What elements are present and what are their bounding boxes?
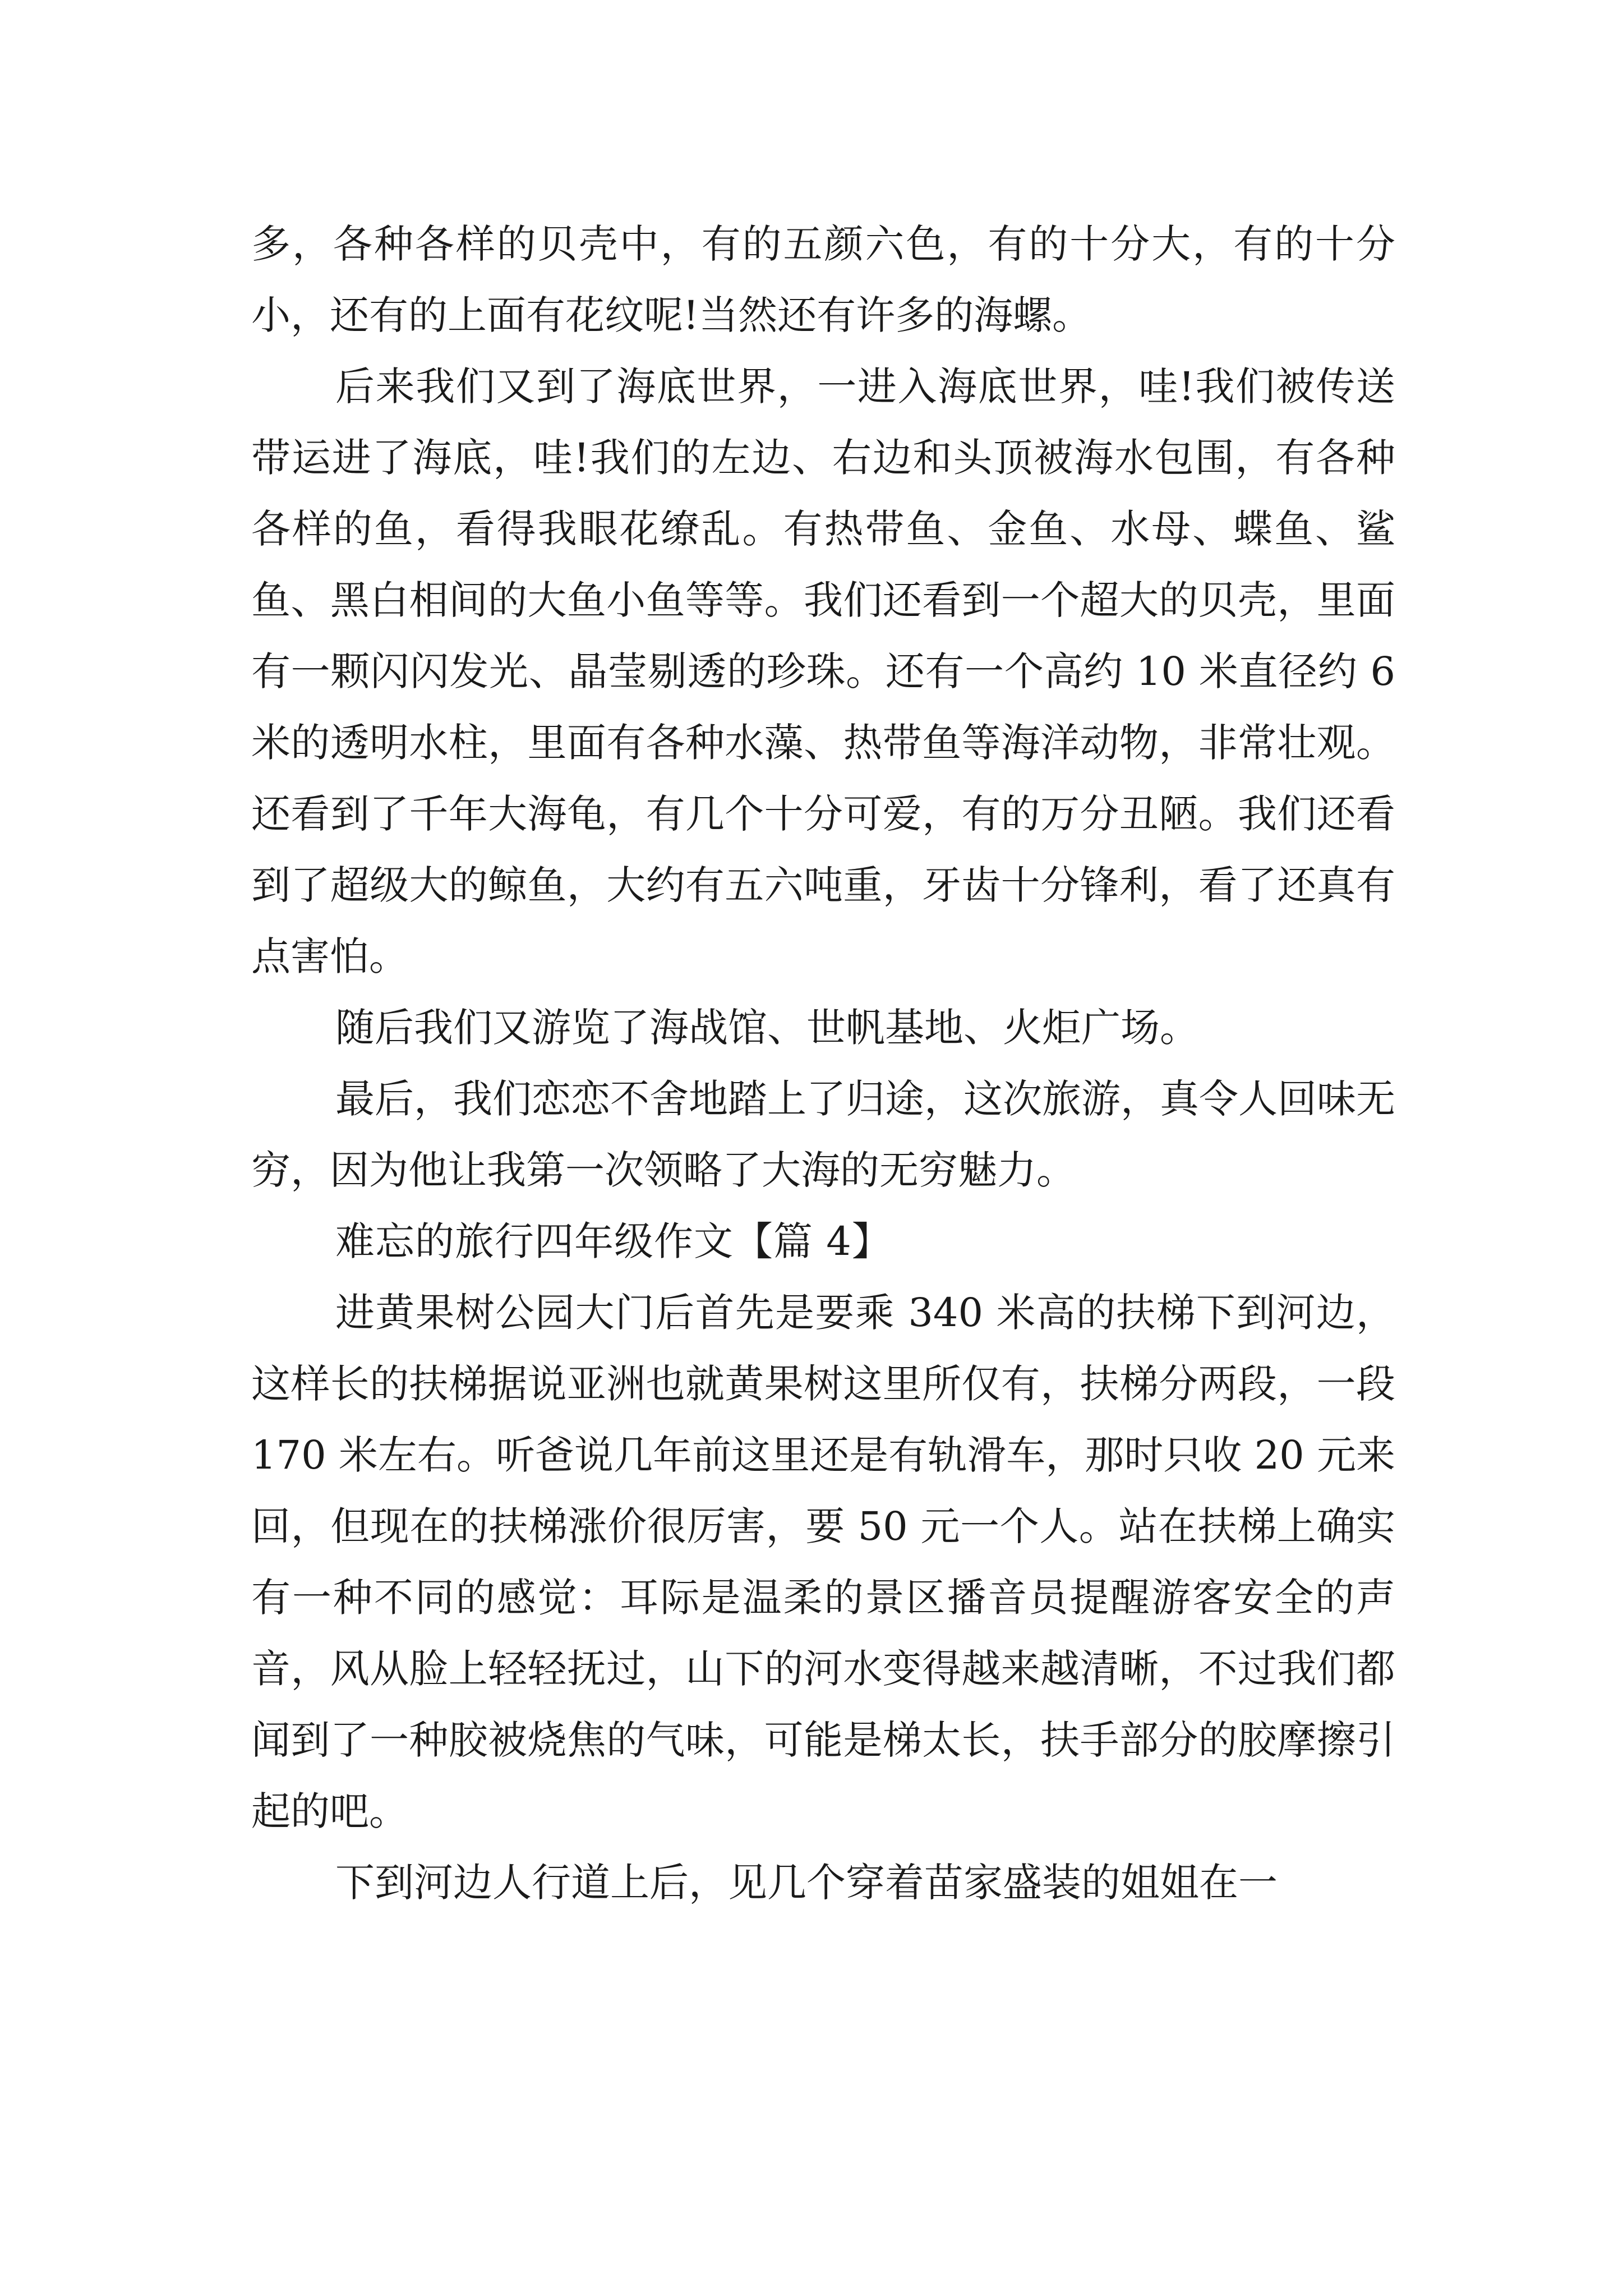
paragraph-continuation: 多，各种各样的贝壳中，有的五颜六色，有的十分大，有的十分小，还有的上面有花纹呢!当然还有许多的海螺。	[251, 221, 1395, 338]
essay-heading: 难忘的旅行四年级作文【篇 4】	[335, 1218, 892, 1264]
paragraph-ocean-world: 后来我们又到了海底世界，一进入海底世界，哇!我们被传送带运进了海底，哇!我们的左边、右边和头顶被海水包围，有各种各样的鱼，看得我眼花缭乱。有热带鱼、金鱼、水母、蝶鱼、鲨鱼、黑白相间的大鱼小鱼等等。我们还看到一个超大的贝壳，里面有一颗闪闪发光、晶莹剔透的珍珠。还有一个高约 10 米直径约 6 米的透明水柱，里面有各种水藻、热带鱼等海洋动物，非常壮观。还看到了千年大海龟，有几个十分可爱，有的万分丑陋。我们还看到了超级大的鲸鱼，大约有五六吨重，牙齿十分锋利，看了还真有点害怕。	[251, 364, 1395, 979]
paragraph-conclusion: 最后，我们恋恋不舍地踏上了归途，这次旅游，真令人回味无穷，因为他让我第一次领略了大海的无穷魅力。	[251, 1076, 1395, 1193]
paragraph-sightseeing: 随后我们又游览了海战馆、世帆基地、火炬广场。	[335, 1005, 1199, 1051]
essay-text	[251, 209, 1395, 1918]
paragraph-riverside: 下到河边人行道上后，见几个穿着苗家盛装的姐姐在一	[335, 1860, 1278, 1906]
paragraph-escalator: 进黄果树公园大门后首先是要乘 340 米高的扶梯下到河边，这样长的扶梯据说亚洲也就黄果树这里所仅有，扶梯分两段，一段 170 米左右。听爸说几年前这里还是有轨滑车，那时只收 20 元来回，但现在的扶梯涨价很厉害，要 50 元一个人。站在扶梯上确实有一种不同的感觉：耳际是温柔的景区播音员提醒游客安全的声音，风从脸上轻轻抚过，山下的河水变得越来越清晰，不过我们都闻到了一种胶被烧焦的气味，可能是梯太长，扶手部分的胶摩擦引起的吧。	[251, 1290, 1395, 1834]
